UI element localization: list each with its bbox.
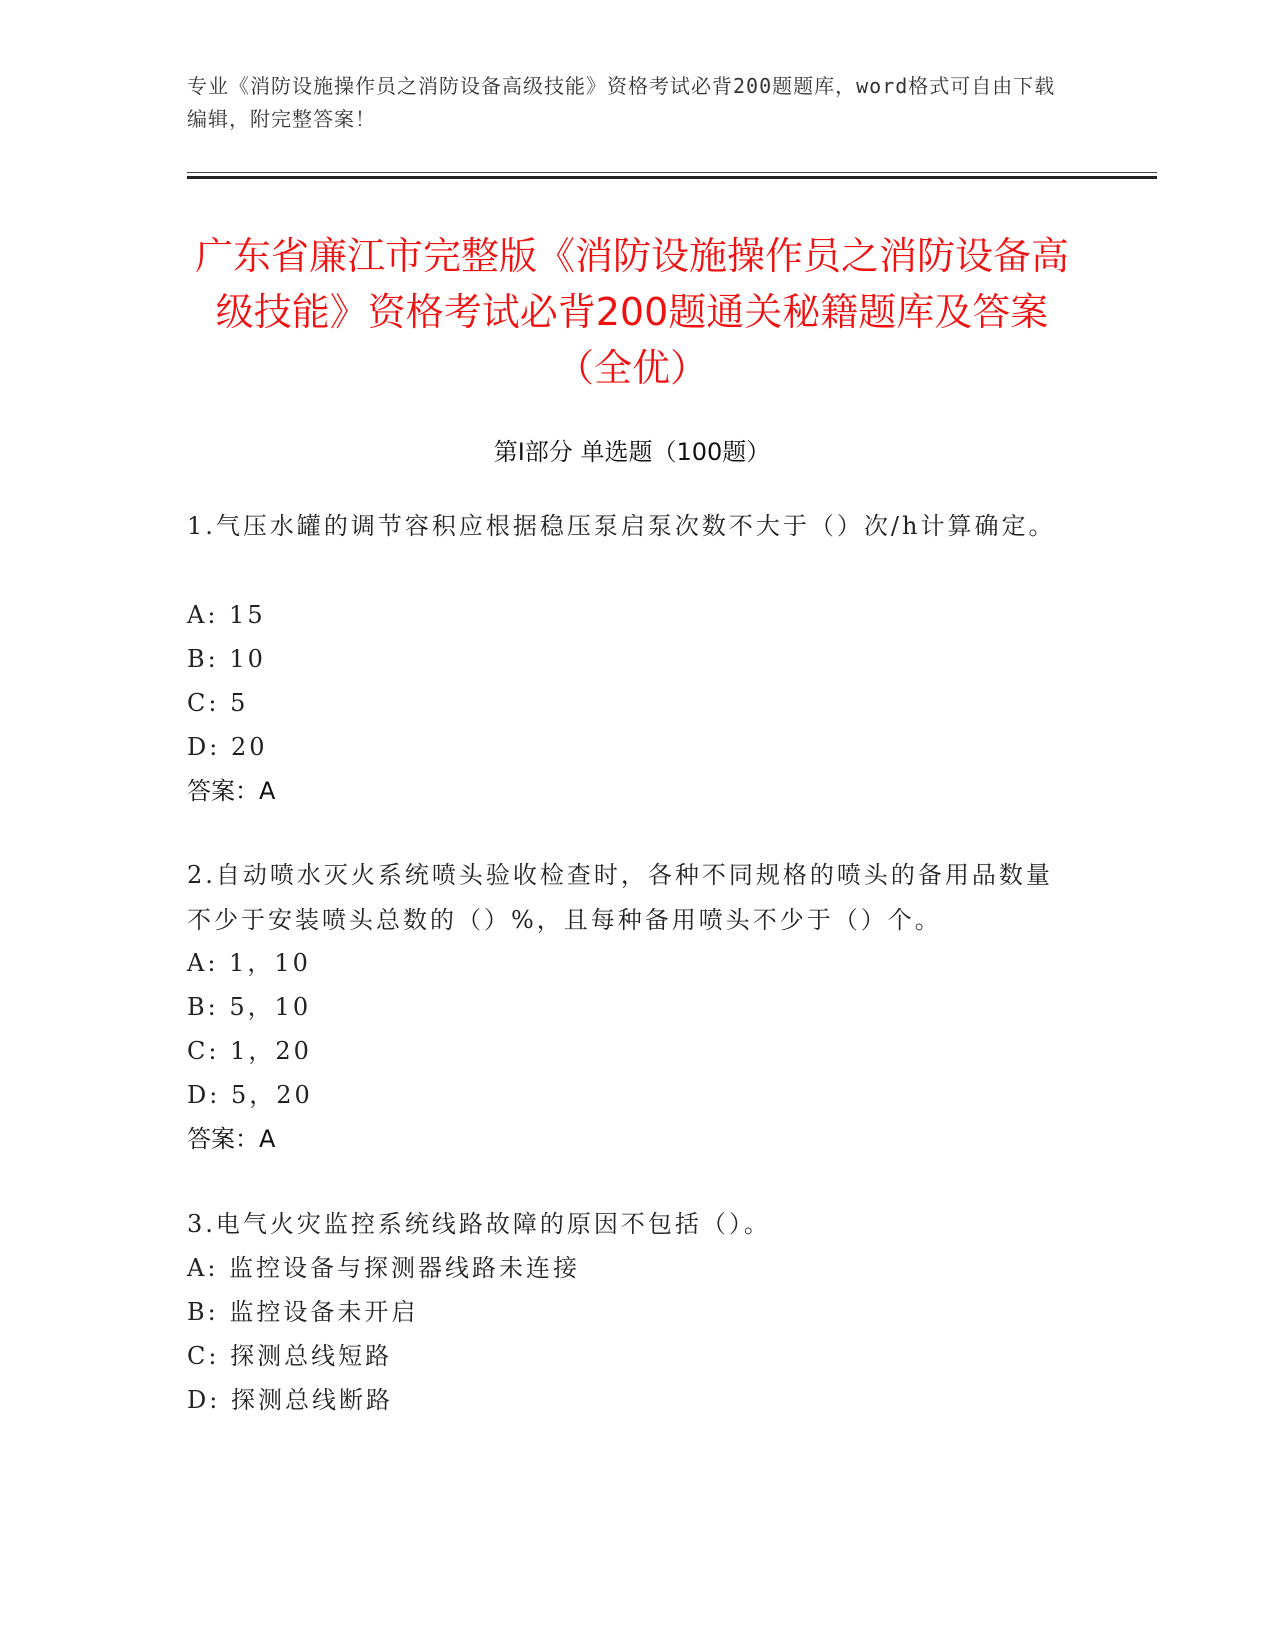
- header-divider-thin: [187, 172, 1157, 173]
- header-divider-thick: [187, 176, 1157, 179]
- question-3-option-a: A: 监控设备与探测器线路未连接: [187, 1254, 581, 1282]
- question-3-option-d: D: 探测总线断路: [187, 1386, 393, 1414]
- question-1-text: 1.气压水罐的调节容积应根据稳压泵启泵次数不大于（）次/h计算确定。: [187, 512, 1056, 540]
- question-2-text: 2.自动喷水灭火系统喷头验收检查时，各种不同规格的喷头的备用品数量不少于安装喷头总数的（）%，且每种备用喷头不少于（）个。: [187, 861, 1053, 934]
- question-1-option-d: D: 20: [187, 733, 268, 761]
- question-2-answer: 答案：A: [187, 1125, 276, 1153]
- question-3-option-c: C: 探测总线短路: [187, 1342, 393, 1370]
- question-2-option-a: A: 1，10: [187, 949, 311, 977]
- question-2-option-d: D: 5，20: [187, 1081, 313, 1109]
- header-note: 专业《消防设施操作员之消防设备高级技能》资格考试必背200题题库，word格式可自由下载编辑，附完整答案！: [187, 74, 1056, 131]
- question-1-option-a: A: 15: [187, 601, 266, 629]
- question-3-option-b: B: 监控设备未开启: [187, 1298, 419, 1326]
- question-1-option-c: C: 5: [187, 689, 249, 717]
- section-title: 第Ⅰ部分 单选题（100题）: [493, 438, 771, 466]
- question-2-option-b: B: 5，10: [187, 993, 312, 1021]
- document-title: 广东省廉江市完整版《消防设施操作员之消防设备高级技能》资格考试必背200题通关秘籍题库及答案（全优）: [194, 234, 1069, 390]
- question-1-option-b: B: 10: [187, 645, 266, 673]
- question-1-answer: 答案：A: [187, 777, 276, 805]
- question-2-option-c: C: 1，20: [187, 1037, 312, 1065]
- question-3-text: 3.电气火灾监控系统线路故障的原因不包括（）。: [187, 1210, 771, 1238]
